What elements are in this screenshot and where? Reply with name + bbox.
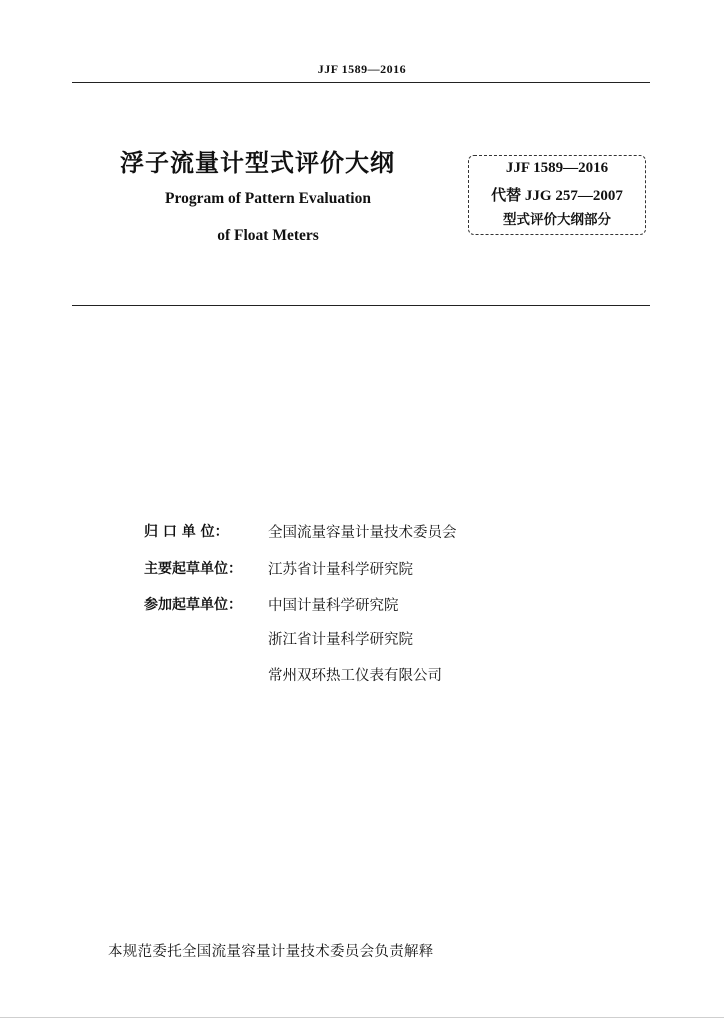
participating-drafter-1: 中国计量科学研究院 bbox=[268, 598, 399, 614]
title-english-line2: of Float Meters bbox=[217, 227, 319, 244]
interpretation-note: 本规范委托全国流量容量计量技术委员会负责解释 bbox=[108, 944, 434, 960]
title-chinese: 浮子流量计型式评价大纲 bbox=[120, 149, 395, 177]
document-code-header: JJF 1589—2016 bbox=[317, 62, 407, 76]
responsible-unit-value: 全国流量容量计量技术委员会 bbox=[268, 525, 457, 541]
top-rule bbox=[72, 82, 650, 83]
replacement-box bbox=[468, 155, 646, 235]
participating-drafter-2: 浙江省计量科学研究院 bbox=[268, 632, 413, 648]
title-english-line1: Program of Pattern Evaluation bbox=[165, 190, 371, 207]
participating-drafter-3: 常州双环热工仪表有限公司 bbox=[268, 668, 442, 684]
main-drafter-value: 江苏省计量科学研究院 bbox=[268, 562, 413, 578]
replacement-box-code: JJF 1589—2016 bbox=[505, 160, 609, 176]
participating-drafter-label: 参加起草单位： bbox=[144, 597, 242, 613]
responsible-unit-label: 归 口 单 位： bbox=[144, 524, 229, 540]
replacement-box-replaces: 代替 JJG 257—2007 bbox=[491, 188, 623, 204]
replacement-box-part: 型式评价大纲部分 bbox=[503, 212, 611, 228]
page-edge-divider bbox=[0, 1017, 724, 1018]
main-drafter-label: 主要起草单位： bbox=[144, 561, 242, 577]
bottom-rule bbox=[72, 305, 650, 306]
